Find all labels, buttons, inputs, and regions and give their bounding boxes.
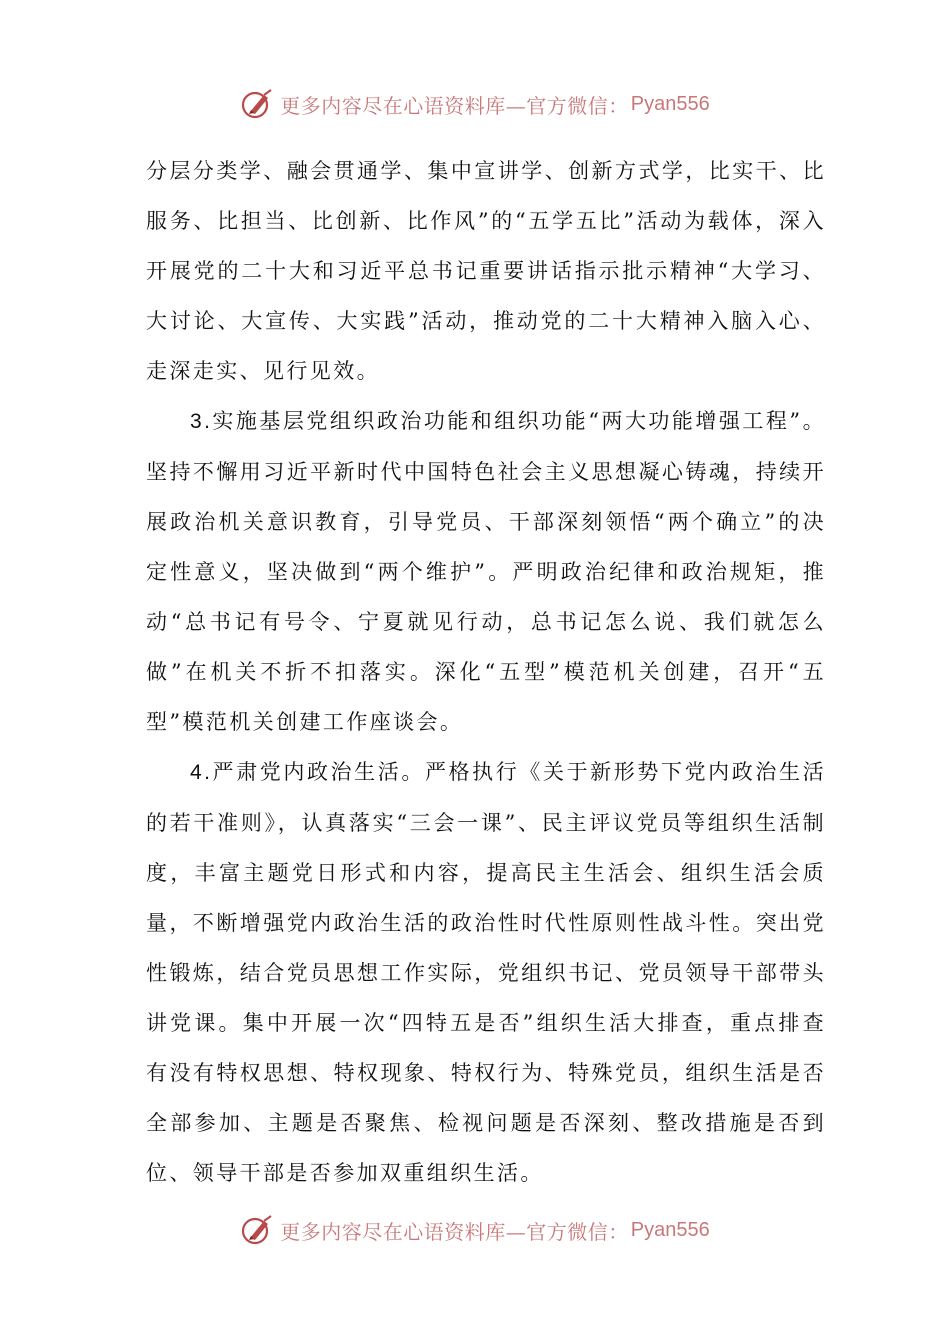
paragraph-item-3 [146, 396, 826, 747]
watermark-text: 更多内容尽在心语资料库—官方微信： [280, 93, 629, 118]
watermark-banner-bottom [0, 1210, 950, 1250]
watermark-wechat-id: Pyan556 [630, 1218, 710, 1241]
pen-nib-logo-icon [240, 87, 274, 121]
document-body [146, 146, 826, 1198]
paragraph-item-4 [146, 747, 826, 1198]
watermark-banner-top [0, 84, 950, 124]
paragraph-number: 3. [190, 410, 213, 433]
paragraph-text: 严肃党内政治生活。严格执行《关于新形势下党内政治生活的若干准则》，认真落实“三会一课”、民主评议党员等组织生活制度，丰富主题党日形式和内容，提高民主生活会、组织生活会质量，不断增强党内政治生活的政治性时代性原则性战斗性。突出党性锻炼，结合党员思想工作实际，党组织书记、党员领导干部带头讲党课。集中开展一次“四特五是否”组织生活大排查，重点排查有没有特权思想、特权现象、特权行为、特殊党员，组织生活是否全部参加、主题是否聚焦、检视问题是否深刻、整改措施是否到位、领导干部是否参加双重组织生活。 [146, 760, 826, 1185]
paragraph-text: 分层分类学、融会贯通学、集中宣讲学、创新方式学，比实干、比服务、比担当、比创新、比作风”的“五学五比”活动为载体，深入开展党的二十大和习近平总书记重要讲话指示批示精神“大学习、大讨论、大宣传、大实践”活动，推动党的二十大精神入脑入心、走深走实、见行见效。 [146, 159, 826, 383]
pen-nib-logo-icon [240, 1213, 274, 1247]
paragraph-number: 4. [190, 761, 213, 784]
watermark-text: 更多内容尽在心语资料库—官方微信： [280, 1219, 629, 1244]
paragraph-text: 实施基层党组织政治功能和组织功能“两大功能增强工程”。坚持不懈用习近平新时代中国特色社会主义思想凝心铸魂，持续开展政治机关意识教育，引导党员、干部深刻领悟“两个确立”的决定性意义，坚决做到“两个维护”。严明政治纪律和政治规矩，推动“总书记有号令、宁夏就见行动，总书记怎么说、我们就怎么做”在机关不折不扣落实。深化“五型”模范机关创建，召开“五型”模范机关创建工作座谈会。 [146, 409, 826, 734]
watermark-wechat-id: Pyan556 [630, 92, 710, 115]
paragraph-continuation [146, 146, 826, 396]
